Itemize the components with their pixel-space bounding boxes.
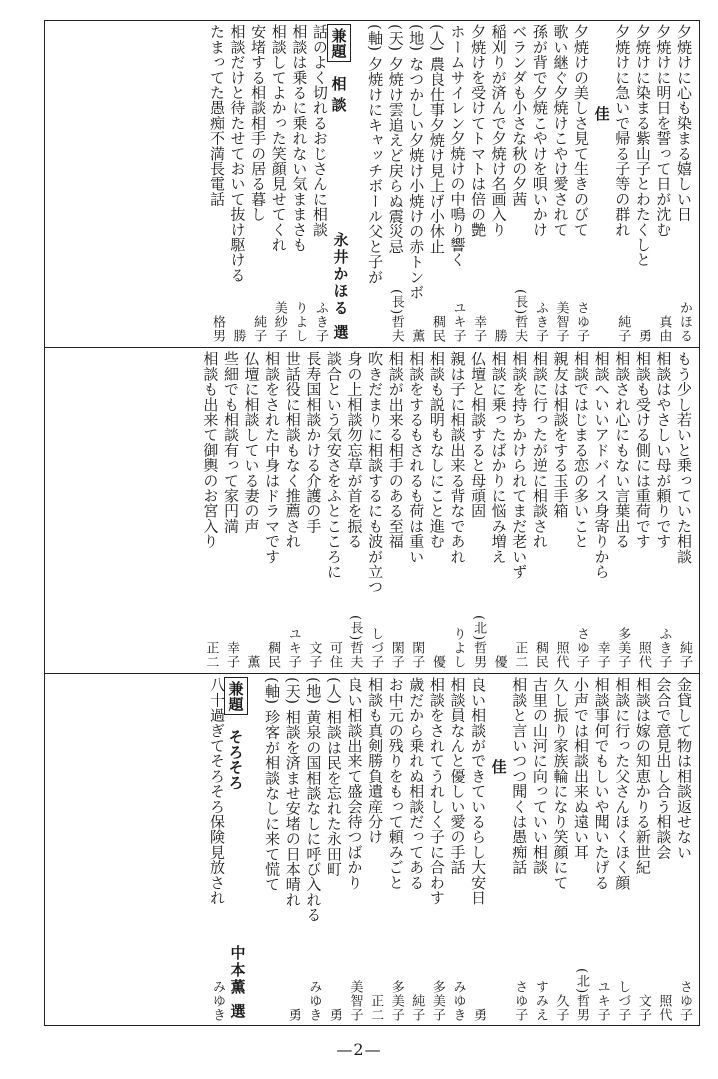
senryu-section-1 <box>54 22 694 345</box>
theme-heading <box>227 677 248 790</box>
poem-author: 閑子 <box>409 641 425 669</box>
poem-author: 幸子 <box>223 641 239 669</box>
poem-column <box>426 675 447 1024</box>
poem-text: 吹きだまりに相談するにも波が立つ <box>366 351 385 595</box>
poem-text: 会合で意見出し合う相談会 <box>654 677 673 860</box>
theme-topic: 相 談 <box>329 76 348 113</box>
poem-author: りよし <box>292 301 308 343</box>
poem-column <box>612 22 633 345</box>
poem-text: 親は子に相談出来る背なであれ <box>448 351 467 564</box>
poem-author: 正二 <box>203 641 219 669</box>
poem-text: ベランダも小さな秋の夕茜 <box>510 24 529 207</box>
poem-text: 相談も説明もなしにこと進む <box>427 351 446 549</box>
selector-name: 中本薫 選 <box>228 944 247 1020</box>
poem-author: 勇 <box>285 1008 301 1022</box>
poem-author: さゆ子 <box>512 980 528 1022</box>
poem-text: 長寿国相談かける介護の手 <box>304 351 323 534</box>
poem-text: 古里の山河に向っていい相談 <box>530 677 549 875</box>
poem-column <box>570 675 591 1024</box>
poem-column <box>426 349 447 671</box>
poem-text: 八十過ぎてそろそろ保険見放され <box>207 677 226 905</box>
poem-author: 美智子 <box>347 980 363 1022</box>
poem-column <box>447 675 468 1024</box>
poem-author: 正二 <box>368 994 384 1022</box>
poem-author: みゆき <box>450 980 466 1022</box>
poem-column <box>206 22 227 345</box>
poem-text: 世話役に相談もなく推薦され <box>283 351 302 549</box>
poem-author: 多美子 <box>388 980 404 1022</box>
poem-column <box>632 675 653 1024</box>
poem-text: (軸) 夕焼けにキャッチボール父と子が <box>366 24 385 285</box>
poem-column <box>365 22 386 345</box>
poem-text: 歳だから乗れぬ相談だってある <box>407 677 426 890</box>
grade-heading: 佳 <box>489 759 508 777</box>
poem-column <box>303 675 324 1024</box>
poem-author: 可住 <box>326 641 342 669</box>
poem-column <box>591 349 612 671</box>
poem-text: 仏壇に相談している妻の声 <box>242 351 261 534</box>
poem-author: 優 <box>491 655 507 669</box>
poem-column <box>241 349 262 671</box>
poem-column <box>509 349 530 671</box>
poem-column <box>309 22 330 345</box>
poem-author: ふき子 <box>532 301 548 343</box>
poem-text: 歌い継ぐ夕焼けこやけ愛されて <box>551 24 570 237</box>
poem-author: 薫 <box>409 329 425 343</box>
poem-author: みゆき <box>306 980 322 1022</box>
poem-author: ユキ子 <box>594 980 610 1022</box>
poem-text: 些細でも相談有って家円満 <box>221 351 240 534</box>
poem-author: 閑子 <box>388 641 404 669</box>
poem-column <box>200 349 221 671</box>
poem-column <box>488 22 509 345</box>
poem-column <box>632 349 653 671</box>
poem-text: 相談も受ける側には重荷です <box>633 351 652 549</box>
poem-text: お中元の残りをもって頼みごと <box>386 677 405 890</box>
poem-text: 相談も出来て御輿のお宮入り <box>201 351 220 549</box>
poem-column <box>653 675 674 1024</box>
poem-column <box>406 349 427 671</box>
poem-text: (人) 農良仕事夕焼け見上げ小休止 <box>427 24 446 254</box>
poem-column <box>529 675 550 1024</box>
poem-author: 照代 <box>656 994 672 1022</box>
poem-text: 相談され心にもない言葉出る <box>613 351 632 549</box>
poem-text: 夕焼けを受けてトマトは倍の艶 <box>469 24 488 237</box>
poem-column <box>282 675 303 1024</box>
poem-author: かほる <box>677 301 692 343</box>
poem-column <box>447 349 468 671</box>
poem-author: ユキ子 <box>285 627 301 669</box>
poem-author: 照代 <box>635 641 651 669</box>
poem-text: 良い相談出来て盛会待つばかり <box>345 677 364 890</box>
poem-author: 純子 <box>615 315 631 343</box>
poem-author: りよし <box>450 627 466 669</box>
poem-author: さゆ子 <box>677 980 692 1022</box>
poem-author: 格男 <box>209 315 225 343</box>
grade-heading-column <box>591 22 612 345</box>
poem-text: (人) 相談は民を忘れた永田町 <box>324 677 343 877</box>
poem-author: 稠民 <box>265 641 281 669</box>
selector-name: 永井かほる 選 <box>331 231 350 341</box>
poem-text: 親友は相談をする玉手箱 <box>551 351 570 519</box>
poem-text: (軸) 珍客が相談なしに来て慌て <box>263 677 282 892</box>
poem-column <box>289 22 310 345</box>
poem-author: 稠民 <box>532 641 548 669</box>
poem-column <box>406 22 427 345</box>
poem-column <box>406 675 427 1024</box>
poem-column <box>550 22 571 345</box>
poem-column <box>323 675 344 1024</box>
poem-text: 相談へいいアドバイス身寄りから <box>592 351 611 579</box>
senryu-section-2 <box>54 349 694 671</box>
poem-column <box>282 349 303 671</box>
theme-label: 兼題 <box>327 24 351 62</box>
poem-author: 勇 <box>635 329 651 343</box>
poem-text: 夕焼けに明日を誓って日が沈む <box>654 24 673 237</box>
poem-author: みゆき <box>209 980 225 1022</box>
poem-text: 夕焼けの美しさ見て生きのびて <box>572 24 591 237</box>
poem-text: 談合という気安さをふとこころに <box>324 351 343 579</box>
poem-text: 相談をされた中身はドラマです <box>263 351 282 564</box>
poem-author: 稠民 <box>429 315 445 343</box>
poem-author: さゆ子 <box>574 301 590 343</box>
section-divider-1 <box>44 347 700 348</box>
poem-column <box>612 349 633 671</box>
poem-column <box>385 675 406 1024</box>
poem-author: しづ子 <box>368 627 384 669</box>
poem-column <box>529 349 550 671</box>
poem-column <box>268 22 289 345</box>
theme-heading-column <box>330 22 351 345</box>
poem-column <box>529 22 550 345</box>
poem-text: 相談は乗るに乗れない気ままさも <box>290 24 309 252</box>
poem-column <box>673 349 694 671</box>
poem-author: 勇 <box>471 1008 487 1022</box>
poem-text: ホームサイレン夕焼けの中鳴り響く <box>448 24 467 268</box>
poem-text: たまってた愚痴不満長電話 <box>207 24 226 207</box>
poem-text: 相談を持ちかけられてまだ老いず <box>510 351 529 579</box>
poem-column <box>447 22 468 345</box>
poem-author: しづ子 <box>615 980 631 1022</box>
poem-text: 久し振り家族輪になり笑顔にて <box>551 677 570 890</box>
poem-author: 勝 <box>491 329 507 343</box>
poem-text: 身の上相談勿忘草が首を振る <box>345 351 364 549</box>
poem-text: 相談に行った父さんほくほく顔 <box>613 677 632 890</box>
poem-column <box>227 22 248 345</box>
poem-column <box>509 22 530 345</box>
poem-column <box>673 675 694 1024</box>
poem-column <box>385 349 406 671</box>
poem-column <box>570 22 591 345</box>
poem-column <box>323 349 344 671</box>
poem-author: すみえ <box>532 980 548 1022</box>
poem-text: もう少し若いと乗っていた相談 <box>675 351 693 564</box>
poem-text: 夕焼けに心も染まる嬉しい日 <box>675 24 693 222</box>
poem-author: 文子 <box>635 994 651 1022</box>
poem-column <box>220 349 241 671</box>
poem-column <box>550 349 571 671</box>
poem-author: さゆ子 <box>574 627 590 669</box>
poem-column <box>467 675 488 1024</box>
poem-text: 相談と言いつつ聞くは愚痴話 <box>510 677 529 875</box>
poem-text: 相談も真剣勝負遺産分け <box>366 677 385 845</box>
poem-text: 夕焼けに染まる紫山子とわたくしと <box>633 24 652 268</box>
poem-column <box>365 349 386 671</box>
poem-author: 正二 <box>512 641 528 669</box>
poem-column <box>612 675 633 1024</box>
poem-author: 勇 <box>326 1008 342 1022</box>
poem-author: 純子 <box>677 641 692 669</box>
poem-author: 純子 <box>251 315 267 343</box>
poem-text: 金貸して物は相談返せない <box>675 677 693 860</box>
poem-column <box>248 22 269 345</box>
senryu-section-3 <box>54 675 694 1024</box>
poem-author: 純子 <box>409 994 425 1022</box>
poem-text: 相談をされてうれしく子に合わす <box>427 677 446 905</box>
poem-column <box>653 22 674 345</box>
poem-author: 優 <box>429 655 445 669</box>
poem-text: 相談が出来る相手のある至福 <box>386 351 405 549</box>
poem-author: 文子 <box>306 641 322 669</box>
section-divider-2 <box>44 673 700 674</box>
poem-author: 多美子 <box>429 980 445 1022</box>
poem-author: 真由 <box>656 315 672 343</box>
poem-text: 孫が背で夕焼こやけを唄いかけ <box>530 24 549 237</box>
poem-column <box>673 22 694 345</box>
poem-text: 仏壇と相談すると母頑固 <box>469 351 488 519</box>
poem-text: (天) 夕焼け雲追えど戻らぬ震災忌 <box>386 24 405 254</box>
spacer-column <box>248 675 262 1024</box>
poem-column <box>509 675 530 1024</box>
poem-column <box>385 22 406 345</box>
poem-text: 相談はやさしい母が頼りです <box>654 351 673 549</box>
poem-text: 話のよく切れるおじさんに相談 <box>310 24 329 237</box>
poem-column <box>632 22 653 345</box>
poem-author: (長)哲夫 <box>347 614 363 669</box>
poem-text: 相談に乗ったばかりに悩み増え <box>489 351 508 564</box>
poem-text: 相談員なんと優しい愛の手話 <box>448 677 467 875</box>
poem-author: (北)哲男 <box>471 614 487 669</box>
poem-column <box>467 22 488 345</box>
grade-heading: 佳 <box>592 106 611 124</box>
poem-column <box>653 349 674 671</box>
poem-column <box>426 22 447 345</box>
poem-author: (長)哲夫 <box>388 288 404 343</box>
poem-author: (北)哲男 <box>574 967 590 1022</box>
theme-heading-column <box>227 675 248 1024</box>
poem-author: 美智子 <box>553 301 569 343</box>
poem-text: 相談してよかった笑顔見せてくれ <box>269 24 288 252</box>
poem-text: 良い相談ができているらし大安日 <box>469 677 488 905</box>
poem-author: (長)哲夫 <box>512 288 528 343</box>
theme-heading <box>330 24 351 112</box>
poem-text: 相談は嫁の知恵かりる新世紀 <box>633 677 652 875</box>
poem-author: 薫 <box>244 655 260 669</box>
poem-text: (地) なつかしい夕焼け小焼けの赤トンボ <box>407 24 426 300</box>
poem-column <box>365 675 386 1024</box>
page-number: —2— <box>336 1040 382 1059</box>
poem-text: 相談をするもされるも荷は重い <box>407 351 426 564</box>
spacer-column <box>351 22 365 345</box>
poem-text: 相談に行ったが逆に相談され <box>530 351 549 549</box>
poem-column <box>344 675 365 1024</box>
poem-author: 多美子 <box>615 627 631 669</box>
poem-author: ふき子 <box>312 301 328 343</box>
poem-text: 相談事何でもしいや聞いたげる <box>592 677 611 890</box>
poem-column <box>488 349 509 671</box>
theme-label: 兼題 <box>224 677 248 715</box>
poem-column <box>591 675 612 1024</box>
poem-text: (地) 黄泉の国相談なしに呼び入れる <box>304 677 323 923</box>
poem-text: (天) 相談を済ませ安堵の日本晴れ <box>283 677 302 907</box>
poem-column <box>570 349 591 671</box>
poem-author: ふき子 <box>656 627 672 669</box>
poem-column <box>467 349 488 671</box>
poem-author: ユキ子 <box>450 301 466 343</box>
poem-author: 照代 <box>553 641 569 669</box>
poem-author: 美紗子 <box>271 301 287 343</box>
poem-author: 幸子 <box>471 315 487 343</box>
theme-topic: そろそろ <box>226 729 245 791</box>
poem-column <box>262 349 283 671</box>
poem-author: 勝 <box>230 329 246 343</box>
poem-column <box>303 349 324 671</box>
poem-text: 夕焼けに急いで帰る子等の群れ <box>613 24 632 237</box>
poem-column <box>262 675 283 1024</box>
poem-column <box>550 675 571 1024</box>
poem-author: 久子 <box>553 994 569 1022</box>
poem-text: 相談だけと待たせておいて抜け駆ける <box>228 24 247 283</box>
poem-text: 安堵する相談相手の居る暮し <box>249 24 268 222</box>
grade-heading-column <box>488 675 509 1024</box>
poem-column <box>344 349 365 671</box>
poem-author: 幸子 <box>594 641 610 669</box>
poem-text: 稲刈りが済んで夕焼け名画入り <box>489 24 508 237</box>
poem-text: 相談ではじまる恋の多いこと <box>572 351 591 549</box>
poem-column <box>206 675 227 1024</box>
poem-text: 小声では相談出来ぬ遠い耳 <box>572 677 591 860</box>
